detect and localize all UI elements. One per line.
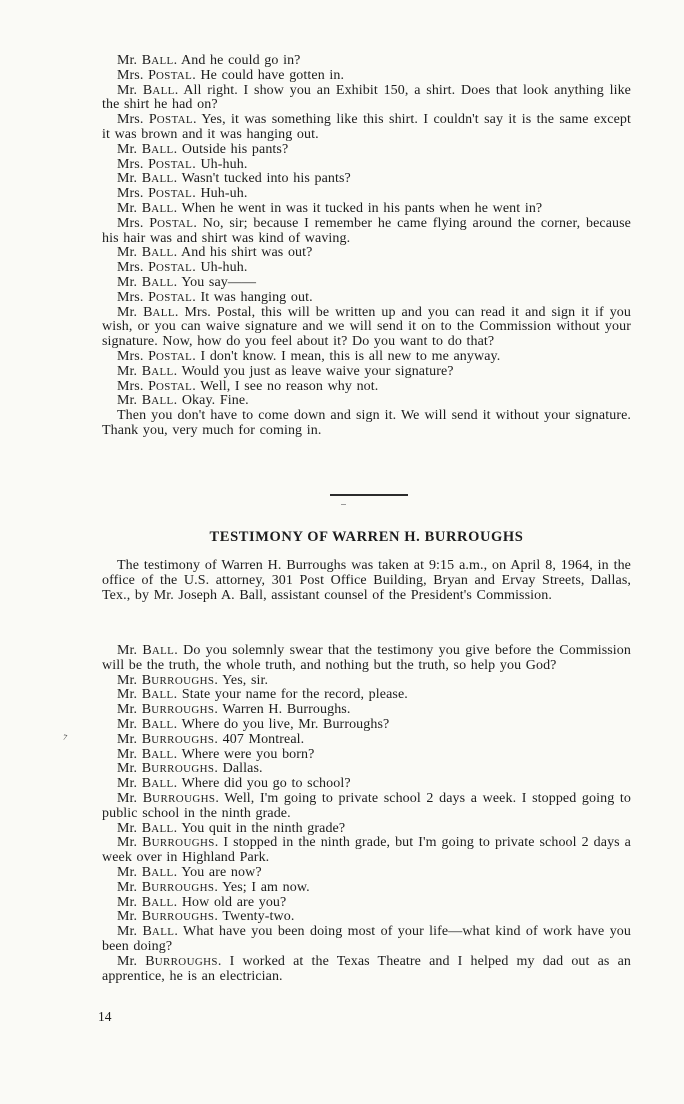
dialogue-line (102, 306, 631, 350)
utterance-text: All right. I show you an Exhibit 150, a shirt. Does that look anything like the shirt he had on? (102, 82, 632, 113)
testimony-intro-paragraph (102, 559, 631, 603)
utterance-text: Okay. Fine. (181, 393, 249, 409)
dialogue-line (102, 172, 631, 187)
speaker-name: Mr. BALL. (117, 53, 178, 68)
speaker-name: Mr. BALL. (117, 924, 178, 940)
speaker-name: Mrs. POSTAL. (117, 112, 197, 128)
speaker-name: Mr. BALL. (117, 643, 178, 658)
dialogue-line (102, 688, 631, 703)
utterance-text: Where did you go to school? (181, 776, 351, 792)
dialogue-line (102, 733, 631, 748)
utterance-text: 407 Montreal. (222, 731, 305, 747)
dialogue-line (102, 143, 631, 158)
testimony-heading: TESTIMONY OF WARREN H. BURROUGHS (209, 529, 524, 545)
dialogue-line (102, 409, 631, 439)
dialogue-line (102, 703, 631, 718)
dialogue-line (102, 955, 631, 985)
speaker-name: Mr. BALL. (117, 687, 178, 703)
dialogue-line (102, 394, 631, 409)
utterance-text: And he could go in? (181, 53, 301, 68)
dialogue-line (102, 113, 631, 143)
utterance-text: You quit in the ninth grade? (181, 820, 346, 836)
utterance-text: Where do you live, Mr. Burroughs? (181, 716, 390, 732)
dialogue-line (102, 158, 631, 173)
utterance-text: How old are you? (181, 894, 287, 910)
speaker-name: Mr. BALL. (117, 171, 178, 187)
utterance-text: State your name for the record, please. (181, 687, 408, 703)
dialogue-line (102, 925, 631, 955)
dialogue-line (102, 881, 631, 896)
speaker-name: Mr. BURROUGHS. (117, 702, 219, 718)
speaker-name: Mrs. POSTAL. (117, 378, 196, 394)
speaker-name: Mr. BURROUGHS. (117, 879, 219, 895)
dialogue-line (102, 202, 631, 217)
utterance-text: Do you solemnly swear that the testimony you give before the Commission will be the truth, the whole truth, and nothing but the truth, so help you God? (102, 643, 631, 673)
dialogue-line (102, 365, 631, 380)
utterance-text: I don't know. I mean, this is all new to me anyway. (200, 348, 501, 364)
utterance-text: When he went in was it tucked in his pants when he went in? (181, 200, 543, 216)
speaker-name: Mr. BALL. (117, 304, 179, 320)
dialogue-line (102, 187, 631, 202)
utterance-text: Yes, sir. (222, 672, 269, 688)
utterance-text: I worked at the Texas Theatre and I helped my dad out as an apprentice, he is an electrician. (102, 953, 631, 984)
speaker-name: Mr. BALL. (117, 200, 178, 216)
utterance-text: Dallas. (222, 761, 263, 777)
speaker-name: Mrs. POSTAL. (117, 156, 196, 172)
dialogue-line (102, 276, 631, 291)
dialogue-line (102, 896, 631, 911)
dialogue-line (102, 54, 631, 69)
speaker-name: Mr. BALL. (117, 776, 178, 792)
utterance-text: I stopped in the ninth grade, but I'm going to private school 2 days a week over in Highland Park. (102, 835, 631, 866)
utterance-text: Well, I see no reason why not. (200, 378, 379, 394)
dialogue-line (102, 718, 631, 733)
speaker-name: Mrs. POSTAL. (117, 67, 196, 83)
speaker-name: Mr. BALL. (117, 245, 178, 261)
speaker-name: Mr. BALL. (117, 746, 178, 762)
dialogue-line (102, 217, 631, 247)
utterance-text: Would you just as leave waive your signature? (181, 363, 454, 379)
speaker-name: Mrs. POSTAL. (117, 289, 196, 305)
speaker-name: Mr. BURROUGHS. (117, 672, 219, 688)
scan-speck (341, 504, 346, 505)
speaker-name: Mr. BURROUGHS. (117, 953, 222, 969)
utterance-text: Yes, it was something like this shirt. I couldn't say it is the same except it was brown and it was hanging out. (102, 112, 631, 142)
utterance-text: Outside his pants? (181, 141, 289, 157)
intro-text: The testimony of Warren H. Burroughs was taken at 9:15 a.m., on April 8, 1964, in the office of the U.S. attorney, 301 Post Office Building, Bryan and Ervay Streets, Dallas, Tex., by Mr. Joseph A. Ball, assistant counsel of the President's Commission. (102, 558, 631, 603)
utterance-text: No, sir; because I remember he came flying around the corner, because his hair was and shirt was kind of waving. (102, 215, 631, 246)
speaker-name: Mr. BALL. (117, 274, 178, 290)
section-divider-rule (330, 494, 408, 496)
postal-dialogue-section (102, 54, 631, 439)
speaker-name: Mr. BURROUGHS. (117, 731, 219, 747)
speaker-name: Mrs. POSTAL. (117, 186, 196, 202)
speaker-name: Mr. BALL. (117, 82, 179, 98)
utterance-text: Well, I'm going to private school 2 days a week. I stopped going to public school in the ninth grade. (102, 790, 631, 821)
speaker-name: Mr. BALL. (117, 141, 178, 157)
utterance-text: Then you don't have to come down and sign it. We will send it without your signature. Thank you, very much for coming in. (102, 408, 631, 438)
utterance-text: Uh-huh. (200, 260, 248, 276)
dialogue-line (102, 291, 631, 306)
dialogue-line (102, 246, 631, 261)
utterance-text: It was hanging out. (200, 289, 313, 305)
speaker-name: Mr. BALL. (117, 716, 178, 732)
dialogue-line (102, 822, 631, 837)
speaker-name: Mrs. POSTAL. (117, 215, 197, 231)
page-number: 14 (98, 1009, 112, 1024)
speaker-name: Mr. BALL. (117, 864, 178, 880)
burroughs-dialogue-section (102, 644, 631, 984)
utterance-text: Where were you born? (181, 746, 315, 762)
dialogue-line (102, 380, 631, 395)
speaker-name: Mr. BALL. (117, 363, 178, 379)
speaker-name: Mr. BURROUGHS. (117, 790, 219, 806)
utterance-text: Wasn't tucked into his pants? (181, 171, 351, 187)
dialogue-line (102, 836, 631, 866)
utterance-text: Twenty-two. (222, 909, 295, 925)
utterance-text: He could have gotten in. (200, 67, 345, 83)
utterance-text: And his shirt was out? (181, 245, 313, 261)
speaker-name: Mr. BURROUGHS. (117, 835, 219, 851)
speaker-name: Mrs. POSTAL. (117, 260, 196, 276)
utterance-text: Mrs. Postal, this will be written up and you can read it and sign it if you wish, or you can waive signature and we will send it on to the Commission without your signature. Now, how do you feel about it? Do you want to do that? (102, 304, 631, 350)
utterance-text: Uh-huh. (200, 156, 248, 172)
dialogue-line (102, 350, 631, 365)
dialogue-line (102, 674, 631, 689)
utterance-text: What have you been doing most of your life—what kind of work have you been doing? (102, 924, 631, 954)
dialogue-line (102, 748, 631, 763)
margin-scan-mark: 7 (62, 732, 68, 743)
utterance-text: Warren H. Burroughs. (222, 702, 351, 718)
utterance-text: Yes; I am now. (222, 879, 310, 895)
speaker-name: Mr. BURROUGHS. (117, 909, 219, 925)
utterance-text: You say—— (181, 274, 257, 290)
utterance-text: You are now? (181, 864, 262, 880)
dialogue-line (102, 261, 631, 276)
speaker-name: Mr. BALL. (117, 894, 178, 910)
dialogue-line (102, 866, 631, 881)
dialogue-line (102, 762, 631, 777)
speaker-name: Mr. BALL. (117, 393, 178, 409)
utterance-text: Huh-uh. (200, 186, 248, 202)
dialogue-line (102, 84, 631, 114)
dialogue-line (102, 69, 631, 84)
speaker-name: Mr. BURROUGHS. (117, 761, 219, 777)
dialogue-line (102, 910, 631, 925)
dialogue-line (102, 792, 631, 822)
dialogue-line (102, 777, 631, 792)
speaker-name: Mrs. POSTAL. (117, 348, 196, 364)
dialogue-line (102, 644, 631, 674)
speaker-name: Mr. BALL. (117, 820, 178, 836)
